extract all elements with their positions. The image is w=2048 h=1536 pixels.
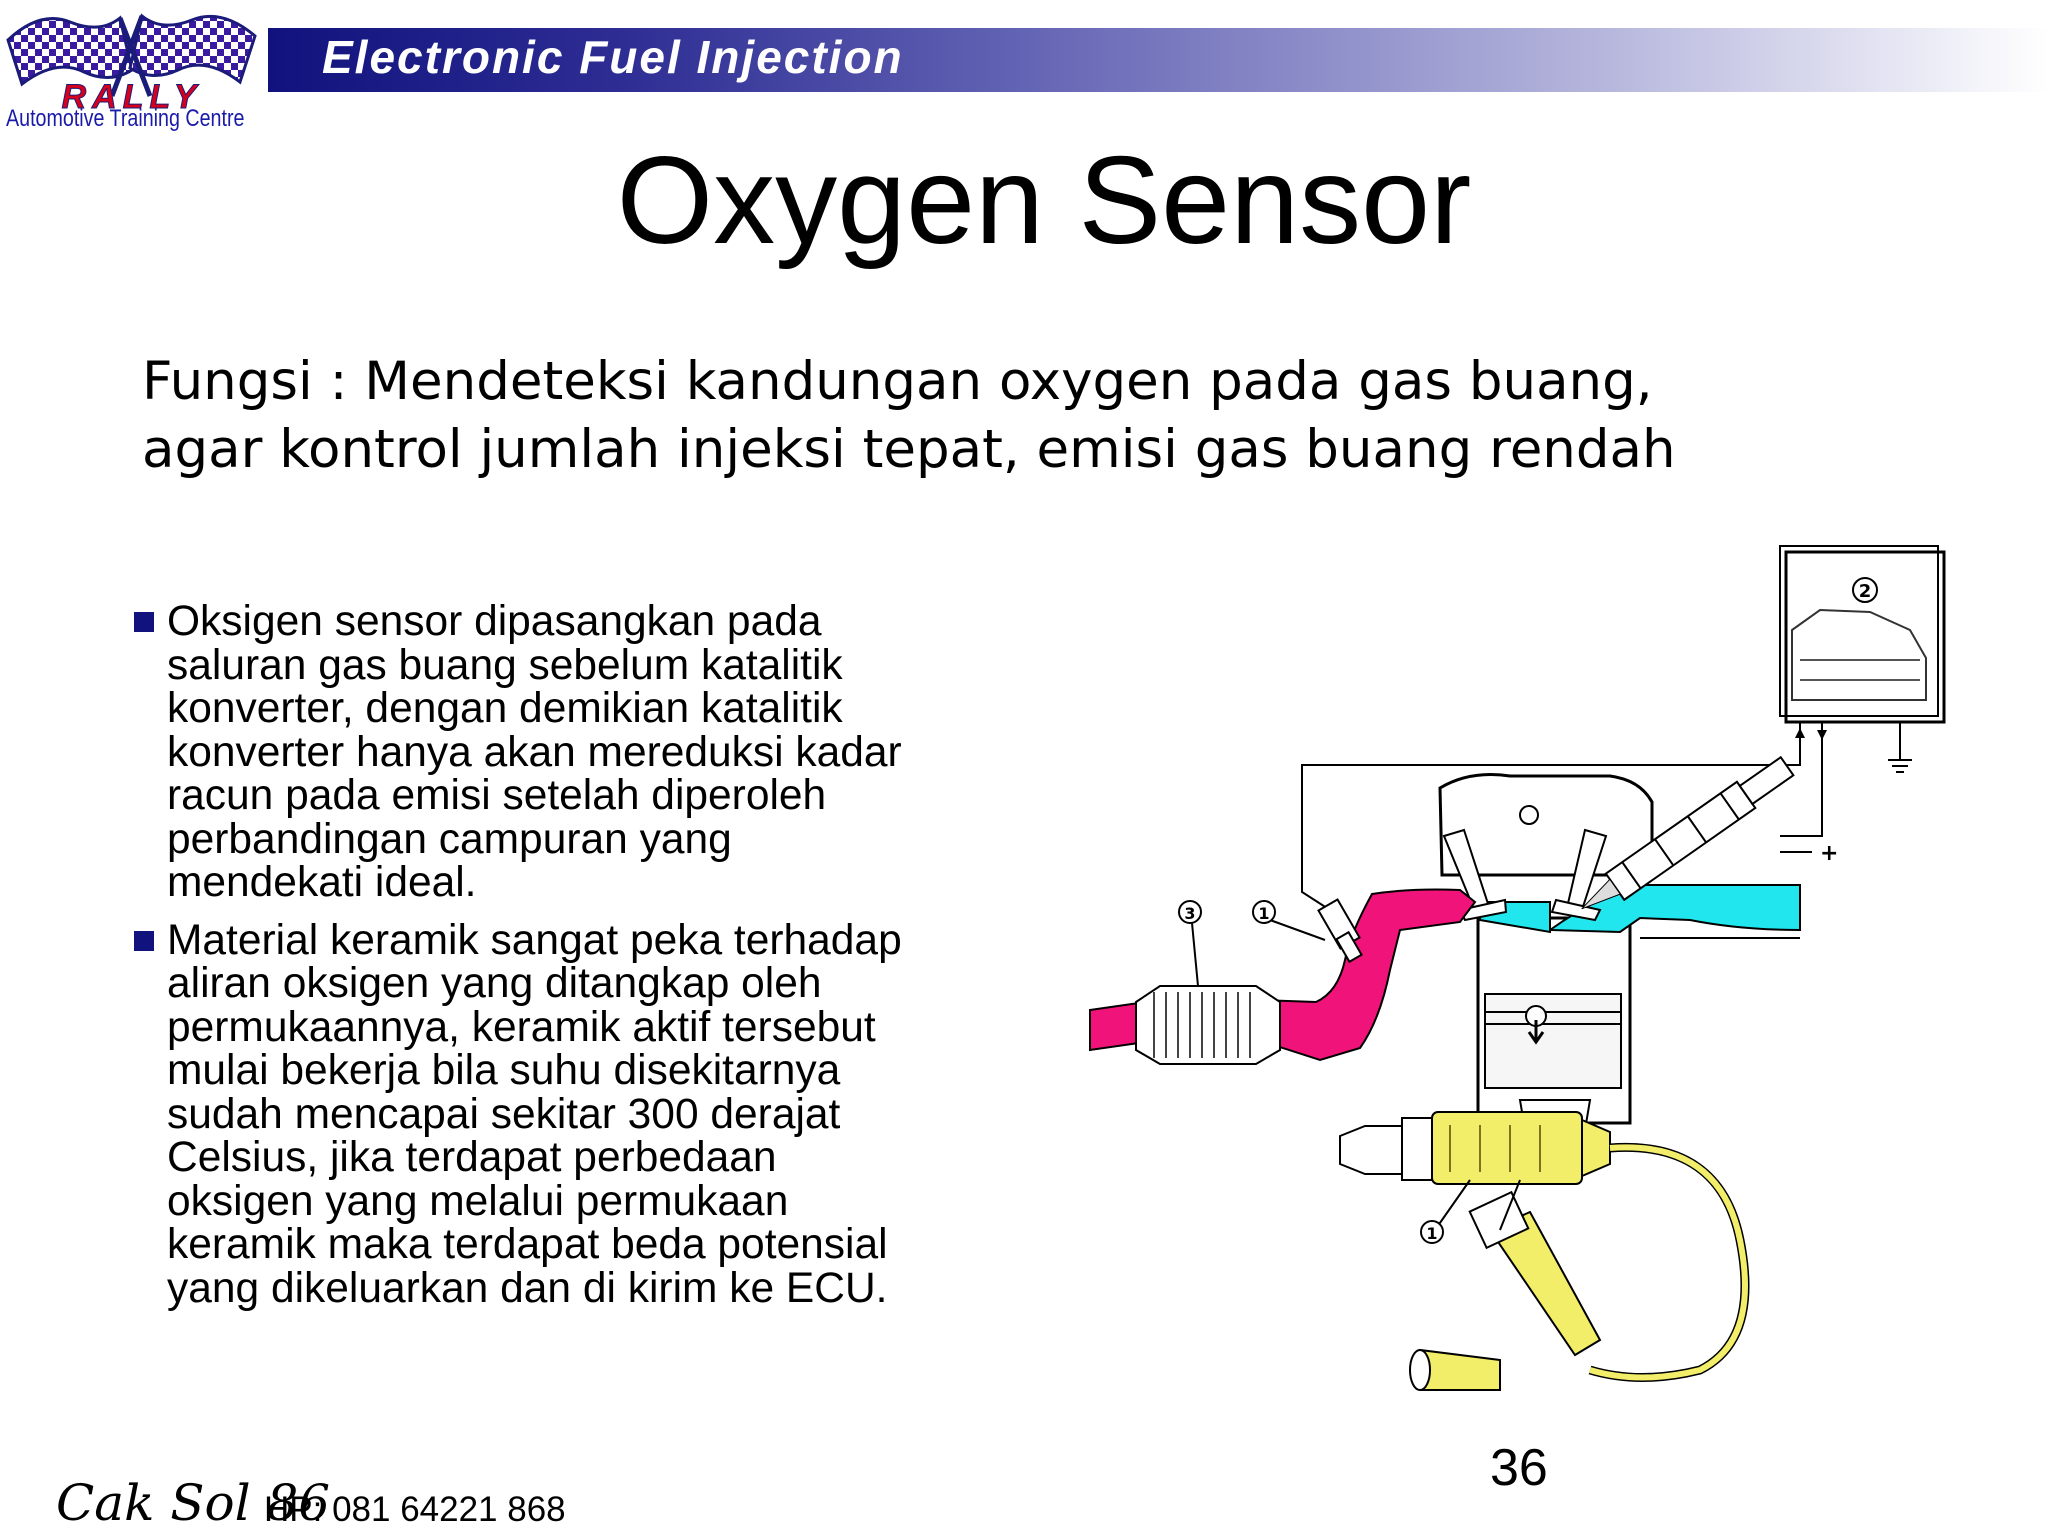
bullet-line: Celsius, jika terdapat perbedaan	[167, 1134, 777, 1181]
bullet-line: Oksigen sensor dipasangkan pada	[167, 598, 822, 645]
bullet-line: yang dikeluarkan dan di kirim ke ECU.	[167, 1264, 888, 1312]
bullet-line: oksigen yang melalui permukaan	[167, 1177, 789, 1225]
logo-subtitle: Automotive Training Centre	[6, 105, 245, 132]
sensor-number: 1	[1258, 904, 1270, 923]
catalytic-converter	[1136, 901, 1280, 1064]
bullet-line: saluran gas buang sebelum katalitik	[167, 641, 843, 689]
header-title: Electronic Fuel Injection	[322, 31, 904, 83]
author-name: Cak Sol 86	[56, 1474, 331, 1532]
slide-title: Oxygen Sensor	[616, 132, 1472, 270]
oxygen-sensor-detail	[1340, 1112, 1745, 1390]
mounted-oxygen-sensor	[1253, 899, 1362, 961]
bullet-line: permukaannya, keramik aktif tersebut	[167, 1003, 876, 1051]
catalyst-number: 3	[1184, 904, 1196, 923]
bullet-text	[167, 600, 992, 905]
author-phone: HP: 081 64221 868	[264, 1490, 566, 1529]
plus-terminal-label: +	[1820, 841, 1839, 866]
bullet-item	[132, 916, 992, 1312]
bullet-line: konverter hanya akan mereduksi kadar	[167, 728, 902, 776]
bullet-line: sudah mencapai sekitar 300 derajat	[167, 1090, 841, 1138]
bullet-line: Material keramik sangat peka terhadap	[167, 916, 902, 964]
bullet-list	[132, 600, 992, 1324]
detail-number: 1	[1426, 1224, 1438, 1243]
page-number: 36	[1490, 1439, 1548, 1497]
bullet-line: racun pada emisi setelah diperoleh	[167, 772, 827, 819]
bullet-line: keramik maka terdapat beda potensial	[167, 1221, 888, 1268]
oxygen-sensor-diagram	[1080, 540, 2000, 1440]
bullet-line: konverter, dengan demikian katalitik	[167, 685, 843, 732]
function-statement	[142, 348, 2002, 484]
engine-cylinder	[1440, 775, 1652, 1161]
function-line: Fungsi : Mendeteksi kandungan oxygen pada gas buang,	[142, 351, 1653, 412]
ecu-box	[1780, 546, 1944, 722]
ecu-number: 2	[1858, 581, 1872, 602]
bullet-line: mendekati ideal.	[167, 859, 477, 906]
bullet-line: aliran oksigen yang ditangkap oleh	[167, 960, 822, 1007]
bullet-item	[132, 600, 992, 905]
square-bullet-icon	[134, 612, 154, 632]
bullet-line: perbandingan campuran yang	[167, 815, 732, 863]
bullet-text	[167, 916, 992, 1312]
ground-icon	[1888, 722, 1912, 772]
square-bullet-icon	[134, 931, 154, 951]
bullet-line: mulai bekerja bila suhu disekitarnya	[167, 1047, 841, 1094]
function-line: agar kontrol jumlah injeksi tepat, emisi gas buang rendah	[142, 419, 1676, 480]
rally-logo	[0, 0, 265, 140]
logo-word: RALLY	[61, 78, 203, 116]
